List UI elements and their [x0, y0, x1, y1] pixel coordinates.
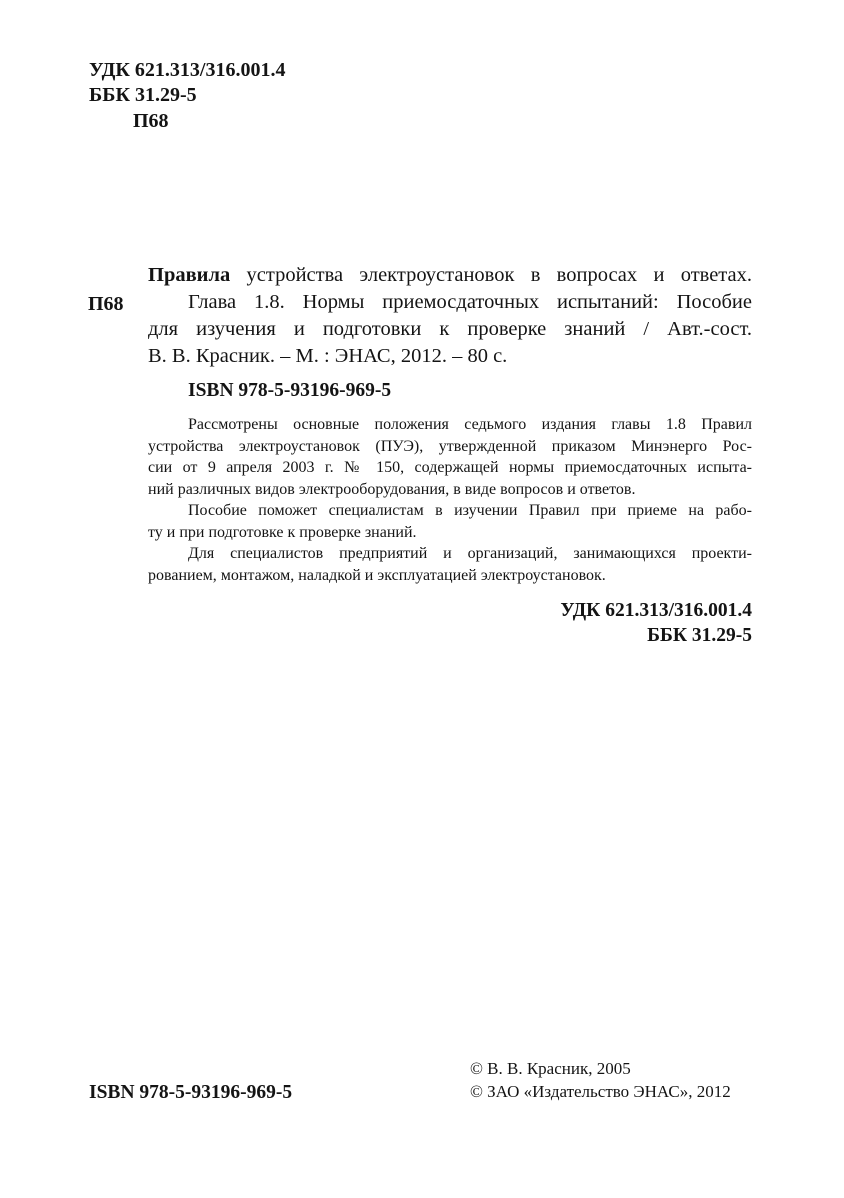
abstract-line-1: Рассмотрены основные положения седьмого издания главы 1.8 Правил	[188, 416, 752, 433]
title-line-1	[148, 262, 752, 289]
title-line-4: В. В. Красник. – М. : ЭНАС, 2012. – 80 с.	[148, 345, 508, 367]
abstract-line-6: ту и при подготовке к проверке знаний.	[148, 523, 417, 541]
abstract-line-8: рованием, монтажом, наладкой и эксплуатацией электроустановок.	[148, 566, 606, 584]
abstract-line-3: сии от 9 апреля 2003 г. № 150, содержащей нормы приемосдаточных испыта-	[148, 459, 752, 476]
title-line-1-rest: устройства электроустановок в вопросах и ответах.	[230, 264, 752, 286]
author-mark-top: П68	[133, 110, 169, 132]
udk-code-top: УДК 621.313/316.001.4	[89, 59, 286, 81]
abstract-line-5: Пособие поможет специалистам в изучении Правил при приеме на рабо-	[188, 502, 752, 519]
isbn-bottom: ISBN 978-5-93196-969-5	[89, 1082, 293, 1103]
title-line-3: для изучения и подготовки к проверке знаний / Авт.-сост.	[148, 318, 752, 340]
abstract-line-2: устройства электроустановок (ПУЭ), утвержденной приказом Минэнерго Рос-	[148, 437, 752, 455]
udk-code-bottom: УДК 621.313/316.001.4	[560, 600, 752, 621]
isbn-catalog: ISBN 978-5-93196-969-5	[188, 380, 392, 401]
bbk-code-bottom: ББК 31.29-5	[647, 625, 752, 646]
bbk-code-top: ББК 31.29-5	[89, 84, 197, 106]
abstract-line-7: Для специалистов предприятий и организаций, занимающихся проекти-	[188, 545, 752, 562]
copyright-author: © В. В. Красник, 2005	[470, 1059, 631, 1078]
copyright-publisher: © ЗАО «Издательство ЭНАС», 2012	[470, 1082, 731, 1101]
author-mark-side: П68	[88, 293, 124, 315]
title-bold-word: Правила	[148, 264, 231, 286]
abstract-line-4: ний различных видов электрооборудования, в виде вопросов и ответов.	[148, 480, 636, 498]
title-line-2: Глава 1.8. Нормы приемосдаточных испытаний: Пособие	[188, 291, 752, 313]
